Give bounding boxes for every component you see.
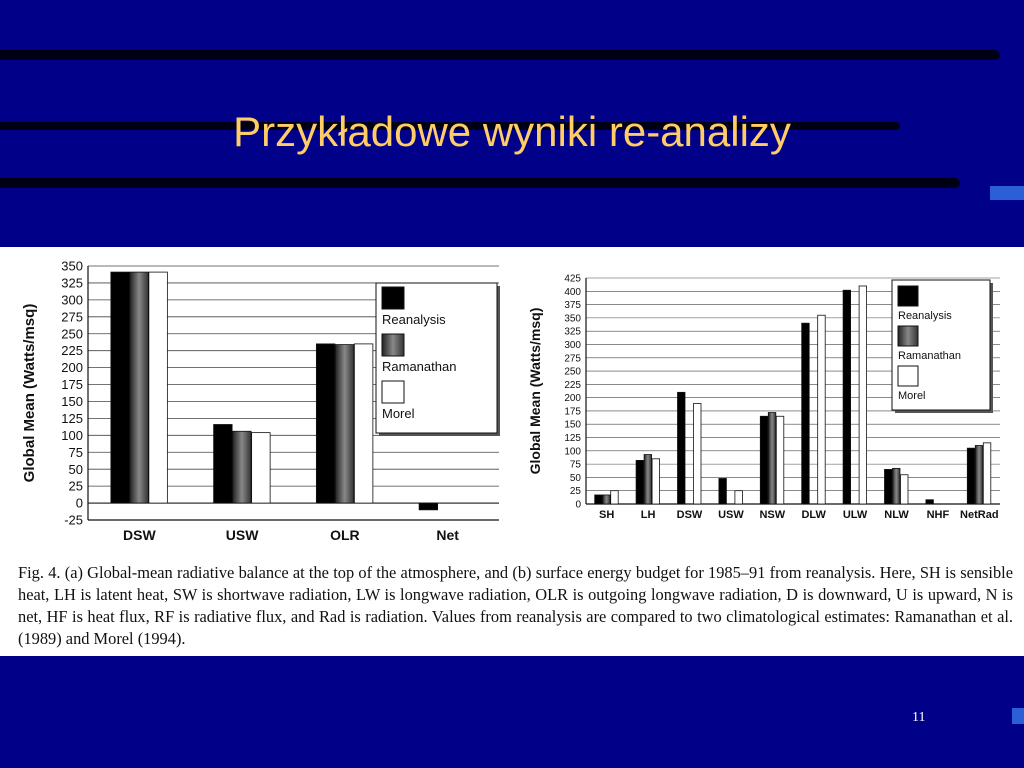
chart-b-y-tick-label: 425 — [564, 273, 581, 285]
chart-b-y-tick-label: 300 — [564, 339, 581, 351]
chart-b-bar-morel-lh — [652, 459, 660, 504]
chart-a-legend-label-morel: Morel — [382, 406, 415, 421]
chart-b-bar-reanalysis-sh — [595, 495, 603, 504]
chart-a-y-tick-label: 75 — [68, 444, 83, 460]
chart-b-x-tick-label: DSW — [676, 509, 703, 521]
chart-b-y-tick-label: 250 — [564, 366, 581, 378]
chart-b-y-tick-label: 125 — [564, 433, 581, 445]
chart-b-legend-label-morel: Morel — [898, 390, 926, 402]
chart-a-bar-morel-usw — [252, 433, 271, 503]
page-number: 11 — [912, 710, 926, 725]
chart-b-bar-reanalysis-dsw — [678, 392, 686, 504]
chart-b-y-axis-title: Global Mean (Watts/msq) — [527, 307, 543, 475]
chart-a-legend-swatch-ramanathan — [382, 334, 404, 356]
chart-a — [21, 259, 500, 543]
chart-b-x-tick-label: NLW — [884, 509, 909, 521]
chart-a-y-tick-label: 150 — [61, 394, 83, 410]
chart-b-bar-ramanathan-nsw — [768, 413, 776, 504]
chart-b-y-tick-label: 325 — [564, 326, 581, 338]
chart-a-x-tick-label: OLR — [330, 527, 360, 543]
chart-b-bar-reanalysis-usw — [719, 478, 727, 504]
chart-b-y-tick-label: 0 — [575, 499, 581, 511]
chart-b-legend-swatch-reanalysis — [898, 286, 918, 306]
chart-b-bar-morel-dlw — [818, 315, 826, 504]
chart-b-bar-morel-ulw — [859, 286, 867, 504]
slide-title: Przykładowe wyniki re-analizy — [233, 108, 791, 155]
chart-a-y-tick-label: 250 — [61, 326, 83, 342]
chart-a-legend-label-reanalysis: Reanalysis — [382, 312, 446, 327]
chart-b-x-tick-label: NSW — [759, 509, 786, 521]
chart-a-y-tick-label: 100 — [61, 427, 83, 443]
chart-b-bar-ramanathan-netrad — [975, 446, 983, 504]
chart-b-y-tick-label: 100 — [564, 446, 581, 458]
chart-a-bar-reanalysis-dsw — [111, 272, 130, 503]
chart-b-y-tick-label: 50 — [569, 472, 581, 484]
chart-b-y-tick-label: 400 — [564, 286, 581, 298]
chart-a-bar-ramanathan-olr — [335, 345, 354, 503]
chart-b-x-tick-label: SH — [599, 509, 615, 521]
chart-b-y-tick-label: 225 — [564, 379, 581, 391]
chart-b-bar-reanalysis-dlw — [802, 323, 810, 504]
chart-b-bar-ramanathan-lh — [644, 455, 652, 504]
chart-b-legend-label-ramanathan: Ramanathan — [898, 350, 961, 362]
chart-b-bar-morel-netrad — [983, 443, 991, 504]
chart-b-bar-morel-nlw — [901, 475, 909, 504]
chart-b-bar-reanalysis-lh — [636, 460, 644, 504]
chart-b-y-tick-label: 275 — [564, 353, 581, 365]
chart-b-bar-ramanathan-sh — [603, 495, 611, 504]
chart-b-x-tick-label: ULW — [842, 509, 868, 521]
chart-a-y-tick-label: 25 — [68, 478, 83, 494]
chart-a-y-tick-label: 325 — [61, 275, 83, 291]
chart-a-y-axis-title: Global Mean (Watts/msq) — [21, 303, 38, 483]
chart-a-legend-label-ramanathan: Ramanathan — [382, 359, 457, 374]
chart-b-legend-swatch-morel — [898, 366, 918, 386]
chart-b-y-tick-label: 350 — [564, 313, 581, 325]
accent-bar-2 — [1012, 708, 1024, 724]
header-stripe-3 — [0, 178, 960, 188]
chart-b-legend-swatch-ramanathan — [898, 326, 918, 346]
chart-a-bar-reanalysis-net — [419, 503, 438, 510]
header-stripe-1 — [0, 50, 1000, 60]
chart-b-bar-morel-usw — [735, 491, 743, 504]
chart-a-bar-reanalysis-usw — [214, 424, 233, 503]
chart-a-legend-swatch-morel — [382, 381, 404, 403]
chart-a-bar-morel-dsw — [149, 272, 168, 503]
chart-b-bar-morel-sh — [611, 491, 619, 504]
chart-a-y-tick-label: 300 — [61, 292, 83, 308]
chart-b-bar-morel-nsw — [776, 416, 784, 504]
chart-a-y-tick-label: 125 — [61, 410, 83, 426]
chart-b — [527, 274, 1000, 522]
chart-a-y-tick-label: -25 — [64, 512, 83, 528]
chart-b-bar-reanalysis-netrad — [967, 448, 975, 504]
chart-a-y-tick-label: 50 — [68, 461, 83, 477]
chart-a-legend-swatch-reanalysis — [382, 287, 404, 309]
chart-a-y-tick-label: 350 — [61, 258, 83, 274]
chart-b-y-tick-label: 175 — [564, 406, 581, 418]
chart-a-bar-ramanathan-dsw — [130, 272, 149, 503]
chart-b-x-tick-label: LH — [640, 509, 656, 521]
chart-a-bar-reanalysis-olr — [316, 344, 335, 503]
chart-a-x-tick-label: USW — [225, 527, 259, 543]
chart-a-y-tick-label: 0 — [75, 495, 83, 511]
chart-b-bar-reanalysis-nhf — [926, 500, 934, 504]
chart-a-y-tick-label: 200 — [61, 360, 83, 376]
chart-b-y-tick-label: 25 — [569, 486, 581, 498]
chart-a-y-tick-label: 275 — [61, 309, 83, 325]
chart-a-y-tick-label: 225 — [61, 343, 83, 359]
chart-b-x-tick-label: NetRad — [960, 509, 999, 521]
chart-a-x-tick-label: Net — [436, 527, 459, 543]
accent-bar-1 — [990, 186, 1024, 200]
chart-b-y-tick-label: 200 — [564, 393, 581, 405]
chart-b-bar-ramanathan-nlw — [893, 468, 901, 504]
chart-a-bar-morel-olr — [354, 344, 373, 503]
chart-a-x-tick-label: DSW — [123, 527, 156, 543]
chart-b-y-tick-label: 75 — [569, 459, 581, 471]
figure-caption: Fig. 4. (a) Global-mean radiative balance at the top of the atmosphere, and (b) surface energy budget for 1985–91 from reanalysis. Here, SH is sensible heat, LH is latent heat, SW is shortwave radiation, LW is longwave radiation, OLR is outgoing longwave radiation, D is downward, U is upward, N is net, HF is heat flux, RF is radiative flux, and Rad is radiation. Values from reanalysis are compared to two climatological estimates: Ramanathan et al. (1989) and Morel (1994). — [18, 563, 1013, 648]
chart-a-y-tick-label: 175 — [61, 377, 83, 393]
chart-b-bar-reanalysis-nlw — [885, 469, 893, 504]
chart-b-y-tick-label: 150 — [564, 419, 581, 431]
chart-a-bar-ramanathan-usw — [233, 431, 252, 503]
chart-b-bar-morel-dsw — [694, 403, 702, 504]
chart-b-x-tick-label: USW — [718, 509, 744, 521]
chart-b-bar-reanalysis-nsw — [760, 416, 768, 504]
chart-b-x-tick-label: NHF — [926, 509, 950, 521]
chart-b-legend-label-reanalysis: Reanalysis — [898, 310, 952, 322]
chart-b-y-tick-label: 375 — [564, 300, 581, 312]
chart-b-x-tick-label: DLW — [801, 509, 826, 521]
chart-b-bar-reanalysis-ulw — [843, 290, 851, 504]
